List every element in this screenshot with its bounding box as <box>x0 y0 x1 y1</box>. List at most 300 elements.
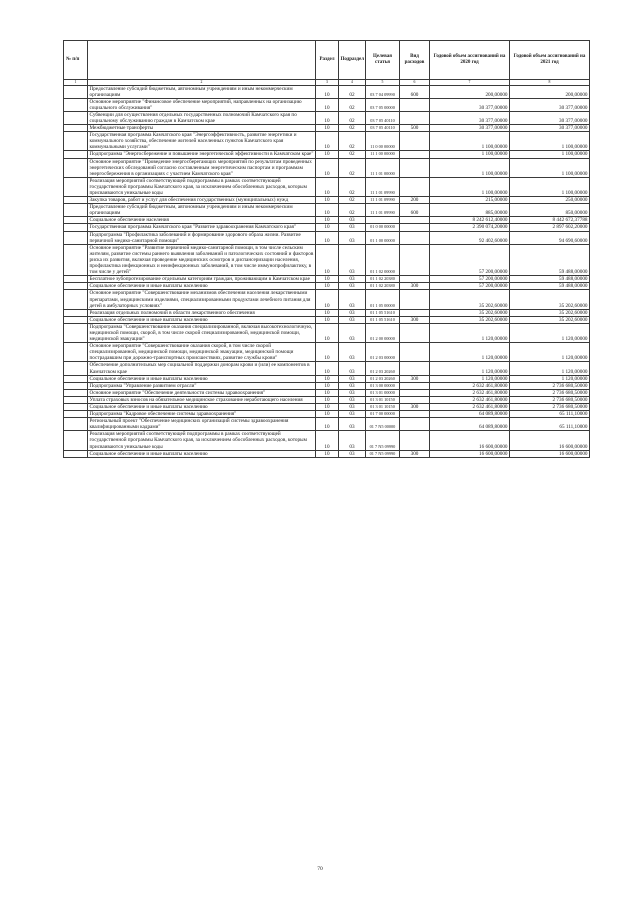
row-name: Подпрограмма "Энергосбережение и повышение энергетической эффективности в Камчатском крае" <box>88 151 316 158</box>
row-amount-2021: 1 120,00000 <box>510 343 590 362</box>
row-amount-2021: 16 600,00000 <box>510 450 590 457</box>
table-row <box>64 396 590 403</box>
row-razdel: 10 <box>316 111 339 124</box>
row-amount-2021: 65 111,10000 <box>510 418 590 431</box>
row-amount-2020: 2 390 074,20000 <box>430 224 510 231</box>
table-row <box>64 231 590 244</box>
row-amount-2020: 57 200,00000 <box>430 244 510 275</box>
row-podrazdel: 02 <box>339 132 366 151</box>
table-row <box>64 290 590 309</box>
row-amount-2020: 2 632 461,80000 <box>430 382 510 389</box>
row-target-article: 01 3 01 10150 <box>366 396 400 403</box>
column-number: 1 <box>64 80 88 86</box>
budget-table <box>63 40 590 458</box>
row-amount-2021: 94 690,60000 <box>510 231 590 244</box>
row-amount-2021: 16 600,00000 <box>510 431 590 450</box>
row-number <box>64 231 88 244</box>
row-target-article: 01 1 05 00000 <box>366 290 400 309</box>
row-target-article: 01 3 01 10150 <box>366 404 400 411</box>
row-number <box>64 382 88 389</box>
row-amount-2020: 200,00000 <box>430 85 510 98</box>
row-podrazdel: 02 <box>339 111 366 124</box>
row-number <box>64 323 88 342</box>
row-expense-type <box>400 111 430 124</box>
row-expense-type <box>400 231 430 244</box>
row-expense-type <box>400 244 430 275</box>
row-expense-type: 300 <box>400 375 430 382</box>
row-expense-type <box>400 309 430 316</box>
row-name: Субвенции для осуществления отдельных государственных полномочий Камчатского края по социальному обслуживанию граждан в Камчатском крае <box>88 111 316 124</box>
row-number <box>64 158 88 177</box>
row-number <box>64 343 88 362</box>
row-razdel: 10 <box>316 375 339 382</box>
row-razdel: 10 <box>316 177 339 196</box>
row-razdel: 10 <box>316 224 339 231</box>
row-amount-2021: 2 736 680,50000 <box>510 404 590 411</box>
row-target-article: 01 3 01 00000 <box>366 389 400 396</box>
row-amount-2020: 1 120,00000 <box>430 323 510 342</box>
row-razdel: 10 <box>316 411 339 418</box>
row-number <box>64 411 88 418</box>
row-podrazdel: 03 <box>339 343 366 362</box>
row-name: Основное мероприятие "Развитие первичной медико-санитарной помощи, в том числе сельским жителям, развитие системы раннего выявления заболеваний и патологических состояний и факторов риска их развития, включая проведение медицинских осмотров и диспансеризации населения, профилактика инфекционных и неинфекционных заболеваний, в том числе иммунопрофилактику, в том числе у детей" <box>88 244 316 275</box>
table-row <box>64 389 590 396</box>
row-amount-2020: 1 100,00000 <box>430 151 510 158</box>
row-amount-2020: 2 632 461,80000 <box>430 404 510 411</box>
row-podrazdel: 03 <box>339 389 366 396</box>
row-number <box>64 177 88 196</box>
row-expense-type <box>400 276 430 283</box>
table-row <box>64 362 590 375</box>
row-expense-type: 200 <box>400 197 430 204</box>
header-row <box>64 41 590 80</box>
row-amount-2021: 1 100,00000 <box>510 158 590 177</box>
row-amount-2021: 850,00000 <box>510 204 590 217</box>
row-podrazdel: 02 <box>339 204 366 217</box>
row-number <box>64 151 88 158</box>
row-razdel: 10 <box>316 343 339 362</box>
row-number <box>64 418 88 431</box>
row-amount-2021: 250,00000 <box>510 197 590 204</box>
row-target-article: 11 1 01 09990 <box>366 177 400 196</box>
table-body <box>64 80 590 458</box>
row-number <box>64 276 88 283</box>
table-row <box>64 197 590 204</box>
row-podrazdel: 03 <box>339 411 366 418</box>
header-razdel: Раздел <box>316 41 339 80</box>
row-expense-type <box>400 151 430 158</box>
header-amount-2020: Годовой объем ассигнований на 2020 год <box>430 41 510 80</box>
row-razdel: 10 <box>316 158 339 177</box>
row-podrazdel: 02 <box>339 158 366 177</box>
row-name: Предоставление субсидий бюджетным, автономным учреждениям и иным некоммерческим организациям <box>88 204 316 217</box>
row-amount-2021: 30 377,00000 <box>510 125 590 132</box>
row-name: Межбюджетные трансферты <box>88 125 316 132</box>
row-number <box>64 404 88 411</box>
row-target-article: 01 7 N5 09990 <box>366 431 400 450</box>
row-expense-type: 300 <box>400 316 430 323</box>
column-number: 7 <box>430 80 510 86</box>
row-amount-2020: 2 632 461,80000 <box>430 389 510 396</box>
column-number: 8 <box>510 80 590 86</box>
row-number <box>64 132 88 151</box>
row-podrazdel: 03 <box>339 431 366 450</box>
row-expense-type: 300 <box>400 283 430 290</box>
row-expense-type <box>400 217 430 224</box>
row-podrazdel: 03 <box>339 362 366 375</box>
row-number <box>64 217 88 224</box>
header-name <box>88 41 316 80</box>
row-number <box>64 316 88 323</box>
row-number <box>64 290 88 309</box>
row-name: Реализация мероприятий соответствующей подпрограммы в рамках соответствующей государственной программы Камчатского края, за исключением обособленных расходов, которым присваиваются уникальные коды <box>88 177 316 196</box>
row-expense-type <box>400 177 430 196</box>
row-amount-2020: 16 600,00000 <box>430 450 510 457</box>
row-name: Уплата страховых взносов на обязательное медицинское страхование неработающего населения <box>88 396 316 403</box>
row-expense-type <box>400 224 430 231</box>
row-expense-type <box>400 362 430 375</box>
row-amount-2021: 35 202,60000 <box>510 316 590 323</box>
header-amount-2021: Годовой объем ассигнований на 2021 год <box>510 41 590 80</box>
row-target-article: 11 0 00 00000 <box>366 132 400 151</box>
row-target-article: 01 7 N5 00000 <box>366 418 400 431</box>
row-razdel: 10 <box>316 316 339 323</box>
row-amount-2020: 30 377,00000 <box>430 111 510 124</box>
row-amount-2021: 200,00000 <box>510 85 590 98</box>
row-amount-2021: 1 100,00000 <box>510 132 590 151</box>
table-row <box>64 450 590 457</box>
row-razdel: 10 <box>316 204 339 217</box>
row-razdel: 10 <box>316 217 339 224</box>
table-row <box>64 283 590 290</box>
row-razdel: 10 <box>316 362 339 375</box>
row-target-article: 01 2 03 00000 <box>366 343 400 362</box>
column-number: 5 <box>366 80 400 86</box>
row-name: Подпрограмма "Профилактика заболеваний и формирование здорового образа жизни. Развитие первичной медико-санитарной помощи" <box>88 231 316 244</box>
row-razdel: 10 <box>316 404 339 411</box>
row-podrazdel: 03 <box>339 316 366 323</box>
row-amount-2020: 1 100,00000 <box>430 132 510 151</box>
row-razdel: 10 <box>316 197 339 204</box>
row-podrazdel: 03 <box>339 276 366 283</box>
table-row <box>64 411 590 418</box>
table-row <box>64 316 590 323</box>
row-name: Основное мероприятие "Совершенствование механизмов обеспечения населения лекарственными препаратами, медицинскими изделиями, специализированными продуктами лечебного питания для детей в амбулаторных условиях" <box>88 290 316 309</box>
row-podrazdel: 03 <box>339 323 366 342</box>
row-podrazdel: 03 <box>339 375 366 382</box>
row-name: Государственная программа Камчатского края "Развитие здравоохранения Камчатского края" <box>88 224 316 231</box>
column-number: 2 <box>88 80 316 86</box>
row-target-article: 01 3 00 00000 <box>366 382 400 389</box>
row-amount-2020: 64 089,80000 <box>430 411 510 418</box>
table-row <box>64 382 590 389</box>
table-row <box>64 343 590 362</box>
row-amount-2020: 215,00000 <box>430 197 510 204</box>
row-expense-type: 300 <box>400 450 430 457</box>
row-expense-type <box>400 431 430 450</box>
row-name: Социальное обеспечение и иные выплаты населению <box>88 404 316 411</box>
row-expense-type <box>400 132 430 151</box>
row-number <box>64 375 88 382</box>
row-number <box>64 450 88 457</box>
row-razdel: 10 <box>316 276 339 283</box>
table-row <box>64 177 590 196</box>
table-row <box>64 204 590 217</box>
row-amount-2020: 57 200,00000 <box>430 276 510 283</box>
document-page <box>63 40 589 458</box>
row-number <box>64 224 88 231</box>
row-amount-2020: 57 200,00000 <box>430 283 510 290</box>
row-expense-type <box>400 382 430 389</box>
table-row <box>64 418 590 431</box>
row-amount-2021: 2 897 602,20000 <box>510 224 590 231</box>
row-razdel: 10 <box>316 309 339 316</box>
row-amount-2021: 2 736 680,50000 <box>510 389 590 396</box>
row-razdel: 10 <box>316 396 339 403</box>
row-name: Подпрограмма "Совершенствование оказания специализированной, включая высокотехнологичную, медицинской помощи, скорой, в том числе скорой специализированной, медицинской помощи, медицинской эвакуации" <box>88 323 316 342</box>
row-amount-2021: 35 202,60000 <box>510 290 590 309</box>
row-name: Основное мероприятие "Совершенствование оказания скорой, в том числе скорой специализированной, медицинской помощи, медицинской эвакуации, медицинской помощи пострадавшим при дорожно-транспортных происшествиях, развитие службы крови" <box>88 343 316 362</box>
row-expense-type <box>400 389 430 396</box>
table-row <box>64 323 590 342</box>
row-amount-2020: 30 377,00000 <box>430 98 510 111</box>
row-amount-2021: 2 736 680,50000 <box>510 382 590 389</box>
row-number <box>64 204 88 217</box>
row-razdel: 10 <box>316 382 339 389</box>
row-expense-type: 600 <box>400 204 430 217</box>
row-expense-type: 500 <box>400 125 430 132</box>
row-expense-type: 300 <box>400 404 430 411</box>
row-amount-2021: 65 111,10000 <box>510 411 590 418</box>
row-target-article: 03 7 04 09990 <box>366 85 400 98</box>
header-number: № п/п <box>64 41 88 80</box>
row-target-article: 03 7 05 40110 <box>366 125 400 132</box>
row-amount-2021: 30 377,00000 <box>510 98 590 111</box>
row-number <box>64 98 88 111</box>
row-razdel: 10 <box>316 283 339 290</box>
row-podrazdel: 02 <box>339 125 366 132</box>
row-name: Государственная программа Камчатского края "Энергоэффективность, развитие энергетики и коммунального хозяйства, обеспечение жителей населенных пунктов Камчатского края коммунальными услугами" <box>88 132 316 151</box>
row-podrazdel: 03 <box>339 382 366 389</box>
row-podrazdel: 02 <box>339 85 366 98</box>
row-amount-2020: 1 120,00000 <box>430 375 510 382</box>
row-podrazdel: 02 <box>339 98 366 111</box>
row-name: Бесплатное зубопротезирование отдельным категориям граждан, проживающим в Камчатском крае <box>88 276 316 283</box>
row-target-article: 01 2 03 20260 <box>366 375 400 382</box>
row-target-article: 11 1 01 09990 <box>366 204 400 217</box>
row-amount-2021: 59 488,00000 <box>510 244 590 275</box>
row-razdel: 10 <box>316 151 339 158</box>
row-expense-type <box>400 98 430 111</box>
row-amount-2021: 30 377,00000 <box>510 111 590 124</box>
row-amount-2021: 1 120,00000 <box>510 323 590 342</box>
row-target-article: 01 2 00 00000 <box>366 323 400 342</box>
row-amount-2020: 30 377,00000 <box>430 125 510 132</box>
row-target-article: 01 7 N5 09990 <box>366 450 400 457</box>
row-amount-2020: 885,00000 <box>430 204 510 217</box>
row-target-article: 11 1 01 09990 <box>366 197 400 204</box>
row-target-article <box>366 217 400 224</box>
row-name: Социальное обеспечение и иные выплаты населению <box>88 450 316 457</box>
row-target-article: 01 2 03 20260 <box>366 362 400 375</box>
row-podrazdel: 03 <box>339 396 366 403</box>
row-number <box>64 85 88 98</box>
row-name: Подпрограмма "Управление развитием отрасли" <box>88 382 316 389</box>
row-number <box>64 244 88 275</box>
row-razdel: 10 <box>316 231 339 244</box>
row-expense-type <box>400 158 430 177</box>
table-row <box>64 244 590 275</box>
row-target-article: 03 7 05 40110 <box>366 111 400 124</box>
row-number <box>64 197 88 204</box>
row-podrazdel: 03 <box>339 224 366 231</box>
row-razdel: 10 <box>316 323 339 342</box>
row-number <box>64 283 88 290</box>
row-name: Предоставление субсидий бюджетным, автономным учреждениям и иным некоммерческим организациям <box>88 85 316 98</box>
row-number <box>64 111 88 124</box>
row-razdel: 10 <box>316 125 339 132</box>
header-target-article: Целевая статья <box>366 41 400 80</box>
row-name: Закупка товаров, работ и услуг для обеспечения государственных (муниципальных) нужд <box>88 197 316 204</box>
row-name: Социальное обеспечение и иные выплаты населению <box>88 375 316 382</box>
page-number: 70 <box>317 866 323 872</box>
row-podrazdel: 03 <box>339 231 366 244</box>
row-expense-type: 600 <box>400 85 430 98</box>
row-name: Реализация отдельных полномочий в области лекарственного обеспечения <box>88 309 316 316</box>
row-target-article: 01 1 02 00000 <box>366 244 400 275</box>
row-podrazdel: 03 <box>339 404 366 411</box>
row-razdel: 10 <box>316 389 339 396</box>
row-amount-2021: 59 488,00000 <box>510 283 590 290</box>
row-target-article: 01 7 00 00000 <box>366 411 400 418</box>
row-razdel: 10 <box>316 450 339 457</box>
row-name: Региональный проект "Обеспечение медицинских организаций системы здравоохранения квалифицированными кадрами" <box>88 418 316 431</box>
row-podrazdel: 03 <box>339 418 366 431</box>
row-name: Социальное обеспечение и иные выплаты населению <box>88 316 316 323</box>
row-name: Социальное обеспечение и иные выплаты населению <box>88 283 316 290</box>
row-target-article: 11 1 00 00000 <box>366 151 400 158</box>
row-amount-2021: 8 442 672,37788 <box>510 217 590 224</box>
table-row <box>64 431 590 450</box>
table-row <box>64 276 590 283</box>
row-target-article: 11 1 01 00000 <box>366 158 400 177</box>
row-amount-2020: 8 242 612,40000 <box>430 217 510 224</box>
row-podrazdel: 02 <box>339 151 366 158</box>
row-target-article: 01 1 02 20380 <box>366 276 400 283</box>
row-razdel: 10 <box>316 418 339 431</box>
table-row <box>64 125 590 132</box>
row-expense-type <box>400 343 430 362</box>
row-podrazdel: 03 <box>339 309 366 316</box>
row-expense-type <box>400 290 430 309</box>
row-amount-2021: 1 100,00000 <box>510 177 590 196</box>
row-name: Подпрограмма "Кадровое обеспечение системы здравоохранения" <box>88 411 316 418</box>
row-number <box>64 431 88 450</box>
row-razdel: 10 <box>316 132 339 151</box>
row-amount-2021: 59 488,00000 <box>510 276 590 283</box>
row-number <box>64 396 88 403</box>
table-row <box>64 158 590 177</box>
row-razdel: 10 <box>316 290 339 309</box>
row-razdel: 10 <box>316 244 339 275</box>
row-amount-2020: 1 120,00000 <box>430 362 510 375</box>
row-podrazdel: 03 <box>339 283 366 290</box>
table-row <box>64 132 590 151</box>
row-expense-type <box>400 396 430 403</box>
row-razdel: 10 <box>316 431 339 450</box>
row-number <box>64 125 88 132</box>
row-amount-2021: 35 202,60000 <box>510 309 590 316</box>
row-amount-2021: 1 100,00000 <box>510 151 590 158</box>
row-target-article: 01 1 00 00000 <box>366 231 400 244</box>
row-podrazdel: 03 <box>339 290 366 309</box>
row-amount-2021: 1 120,00000 <box>510 375 590 382</box>
row-amount-2020: 92 402,60000 <box>430 231 510 244</box>
row-expense-type <box>400 418 430 431</box>
row-podrazdel: 03 <box>339 244 366 275</box>
table-row <box>64 404 590 411</box>
row-amount-2020: 2 632 461,80000 <box>430 396 510 403</box>
row-target-article: 01 0 00 00000 <box>366 224 400 231</box>
row-name: Основное мероприятие "Финансовое обеспечение мероприятий, направленных на организацию социального обслуживания" <box>88 98 316 111</box>
row-amount-2020: 1 120,00000 <box>430 343 510 362</box>
row-razdel: 10 <box>316 85 339 98</box>
row-razdel: 10 <box>316 98 339 111</box>
table-row <box>64 375 590 382</box>
column-number: 4 <box>339 80 366 86</box>
row-name: Социальное обеспечение населения <box>88 217 316 224</box>
row-name: Основное мероприятие "Проведение энергосберегающих мероприятий по результатам проведенных энергетических обследований согласно составленным энергетическим паспортам и программам энергосбережения в организациях с участием Камчатского края" <box>88 158 316 177</box>
table-row <box>64 217 590 224</box>
row-name: Основное мероприятие "Обеспечение деятельности системы здравоохранения" <box>88 389 316 396</box>
row-number <box>64 389 88 396</box>
row-amount-2020: 64 089,80000 <box>430 418 510 431</box>
header-expense-type: Вид расходов <box>400 41 430 80</box>
row-amount-2021: 2 736 680,50000 <box>510 396 590 403</box>
row-name: Обеспечение дополнительных мер социальной поддержки донорам крови и (или) ее компонентов в Камчатском крае <box>88 362 316 375</box>
row-target-article: 01 1 05 51610 <box>366 309 400 316</box>
row-amount-2021: 1 120,00000 <box>510 362 590 375</box>
row-number <box>64 309 88 316</box>
row-amount-2020: 35 202,60000 <box>430 309 510 316</box>
row-amount-2020: 1 100,00000 <box>430 158 510 177</box>
row-target-article: 03 7 05 00000 <box>366 98 400 111</box>
row-podrazdel: 02 <box>339 177 366 196</box>
header-podrazdel: Подраздел <box>339 41 366 80</box>
row-amount-2020: 16 600,00000 <box>430 431 510 450</box>
row-target-article: 01 1 02 20380 <box>366 283 400 290</box>
row-podrazdel: 03 <box>339 450 366 457</box>
row-amount-2020: 35 202,60000 <box>430 290 510 309</box>
row-number <box>64 362 88 375</box>
column-number: 6 <box>400 80 430 86</box>
table-row <box>64 85 590 98</box>
table-row <box>64 151 590 158</box>
column-number: 3 <box>316 80 339 86</box>
row-amount-2020: 1 100,00000 <box>430 177 510 196</box>
table-row <box>64 224 590 231</box>
row-target-article: 01 1 05 51610 <box>366 316 400 323</box>
row-amount-2020: 35 202,60000 <box>430 316 510 323</box>
row-name: Реализация мероприятий соответствующей подпрограммы в рамках соответствующей государственной программы Камчатского края, за исключением обособленных расходов, которым присваиваются уникальные коды <box>88 431 316 450</box>
row-podrazdel: 02 <box>339 197 366 204</box>
table-row <box>64 98 590 111</box>
row-expense-type <box>400 323 430 342</box>
table-row <box>64 111 590 124</box>
row-expense-type <box>400 411 430 418</box>
row-podrazdel: 03 <box>339 217 366 224</box>
table-row <box>64 309 590 316</box>
